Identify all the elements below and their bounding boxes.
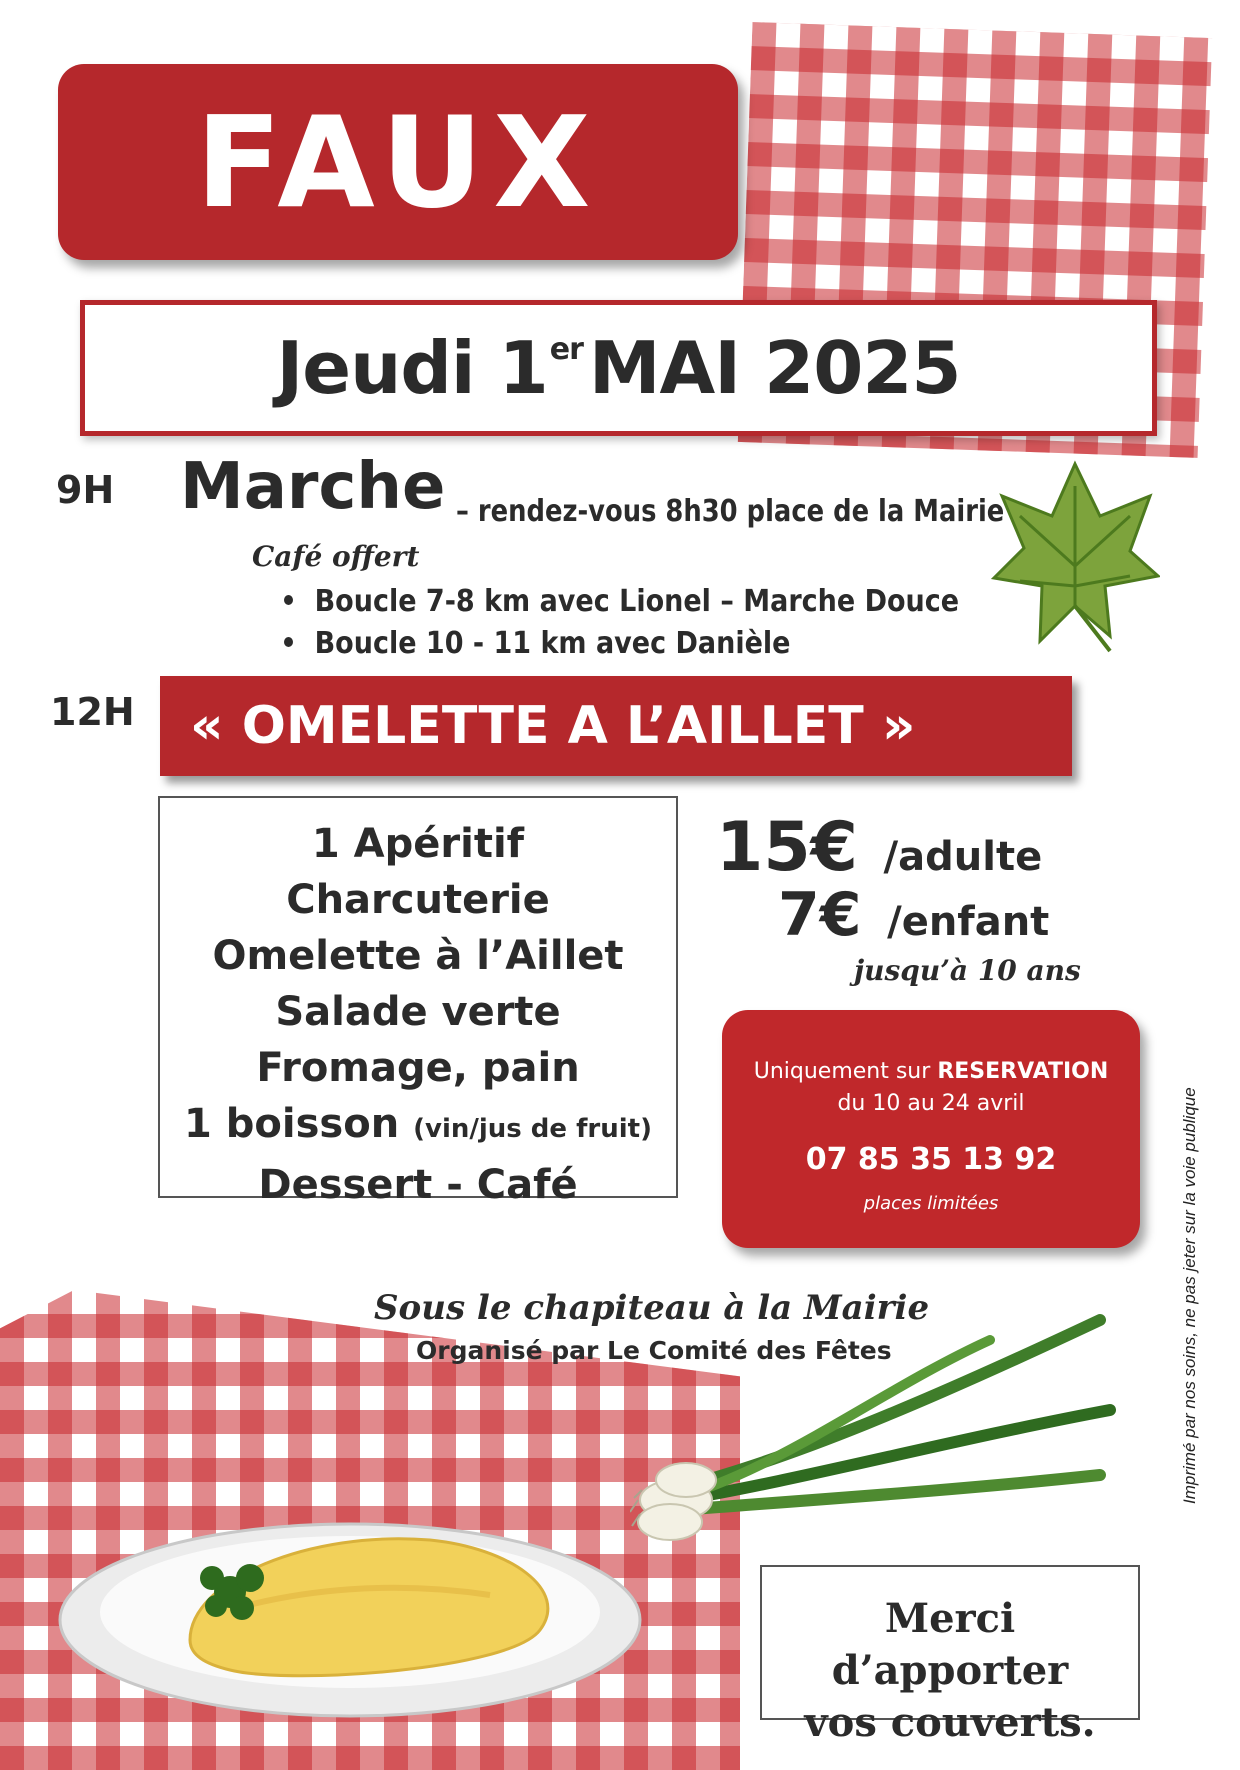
price-child: 7€ /enfant <box>778 880 1050 950</box>
walk-loop-1: Boucle 7-8 km avec Lionel – Marche Douce <box>284 584 959 619</box>
merci-box <box>760 1565 1140 1746</box>
menu-item: Charcuterie <box>286 877 550 923</box>
date-ordinal: er <box>549 332 583 367</box>
menu-box <box>158 796 678 1208</box>
date-day: Jeudi 1 <box>276 326 548 410</box>
walk-coffee: Café offert <box>252 540 420 573</box>
organizer: Organisé par Le Comité des Fêtes <box>416 1336 892 1365</box>
merci-line-2: vos couverts. <box>804 1699 1096 1746</box>
reservation-dates: du 10 au 24 avril <box>837 1091 1025 1116</box>
walk-title: Marche <box>180 450 446 524</box>
reservation-phone: 07 85 35 13 92 <box>805 1142 1057 1177</box>
menu-item: Salade verte <box>275 989 561 1035</box>
title-banner <box>58 64 738 260</box>
bullet-icon <box>284 637 293 647</box>
drink-note: (vin/jus de fruit) <box>413 1114 652 1144</box>
menu-item: Dessert - Café <box>258 1162 578 1208</box>
walk-loop-2: Boucle 10 - 11 km avec Danièle <box>284 626 790 661</box>
menu-item: 1 Apéritif <box>311 821 525 867</box>
menu-item: Omelette à l’Aillet <box>212 933 624 979</box>
venue: Sous le chapiteau à la Mairie <box>374 1288 930 1328</box>
date-month-year: MAI 2025 <box>588 326 961 410</box>
meal-title: « OMELETTE A L’AILLET » <box>190 696 916 756</box>
reservation-line-1: Uniquement sur RESERVATION <box>753 1059 1109 1084</box>
walk-time: 9H <box>56 468 115 512</box>
page-title: FAUX <box>195 88 601 236</box>
omelette-plate-icon <box>40 1470 660 1730</box>
menu-item: Fromage, pain <box>256 1045 580 1091</box>
date-banner <box>80 300 1157 436</box>
price-adult: 15€ /adulte <box>716 808 1043 887</box>
leaf-icon <box>990 456 1160 656</box>
walk-meeting: – rendez-vous 8h30 place de la Mairie <box>456 494 1005 529</box>
child-age-note: jusqu’à 10 ans <box>854 954 1081 987</box>
meal-time: 12H <box>50 690 135 734</box>
reservation-box <box>722 1010 1140 1248</box>
reservation-note: places limitées <box>863 1193 999 1214</box>
menu-item-drink: 1 boisson (vin/jus de fruit) <box>184 1101 652 1147</box>
spring-onion-icon <box>630 1300 1120 1550</box>
meal-banner <box>160 676 1072 776</box>
merci-line-1: Merci d’apporter <box>831 1595 1069 1694</box>
legal-note: Imprimé par nos soins, ne pas jeter sur la voie publique <box>1180 1087 1199 1504</box>
event-date <box>276 326 960 410</box>
bullet-icon <box>284 595 293 605</box>
